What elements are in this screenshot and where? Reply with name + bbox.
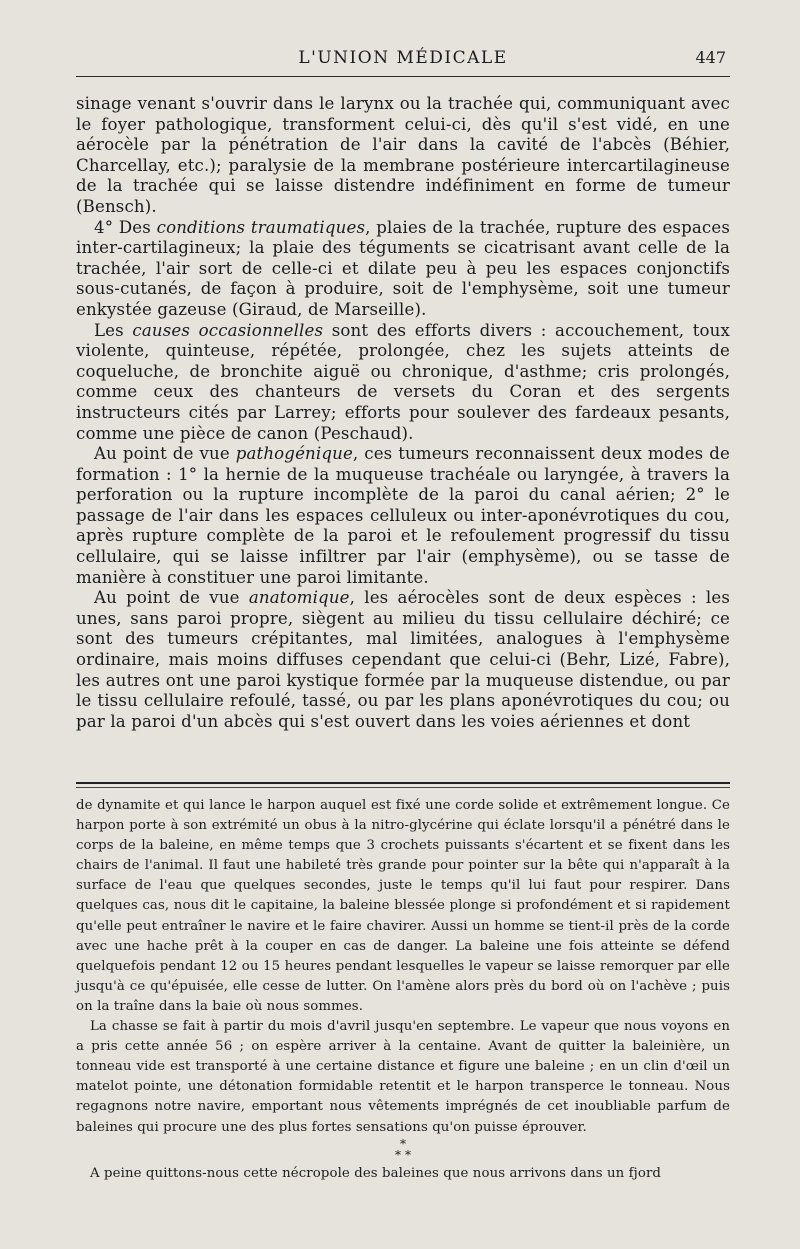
paragraph-5-rest: , les aérocèles sont de deux espèces : les unes, sans paroi propre, siègent au milieu du tissu cellulaire déchiré; ce sont des tumeurs crépitantes, mal limitées, analogues à l'emphysème ordinaire, mais moins diffuses cependant que celui-ci (Behr, Lizé, Fabre), les autres ont une paroi kystique formée par la muqueuse distendue, ou par le tissu cellulaire refoulé, tassé, ou par les plans aponévrotiques du cou; ou par la paroi d'un abcès qui s'est ouvert dans les voies aériennes et dont [76,588,730,731]
paragraph-5-lead: Au point de vue [94,588,249,608]
paragraph-2-emphasis: conditions traumatiques [156,217,366,237]
footnote-separator-thin [76,787,730,788]
page-number: 447 [695,48,726,67]
footnote-paragraph-2: La chasse se fait à partir du mois d'avril jusqu'en septembre. Le vapeur que nous voyons en a pris cette année 56 ; on espère arriver à la centaine. Avant de quitter la baleinière, un tonneau vide est transporté à une certaine distance et figure une baleine ; en un clin d'œil un matelot pointe, une détonation formidable retentit et le harpon transperce le tonneau. Nous regagnons notre navire, emportant nous vêtements imprégnés de cet inoubliable parfum de baleines qui procure une des plus fortes sensations qu'on puisse éprouver. [76,1019,730,1135]
paragraph-1: sinage venant s'ouvrir dans le larynx ou la trachée qui, communiquant avec le foyer pathologique, transforment celui-ci, dès qu'il s'est vidé, en une aérocèle par la pénétration de l'air dans la cavité de l'abcès (Béhier, Charcellay, etc.); paralysie de la membrane postérieure intercartilagineuse de la trachée qui se laisse distendre indéfiniment en forme de tumeur (Bensch). [76,94,730,216]
paragraph-2-lead: 4° Des [94,217,157,237]
footnote-text [76,796,730,1184]
paragraph-3 [76,321,730,445]
main-text [76,94,730,732]
paragraph-3-lead: Les [94,320,133,340]
asterism [76,1136,730,1162]
footnote-paragraph-3: A peine quittons-nous cette nécropole des baleines que nous arrivons dans un fjord [90,1165,662,1181]
paragraph-5 [76,588,730,732]
paragraph-4 [76,444,730,588]
paragraph-3-emphasis: causes occasionnelles [132,320,324,340]
asterism-top: * [399,1136,407,1151]
paragraph-2 [76,218,730,321]
paragraph-4-lead: Au point de vue [94,444,236,464]
footnote-separator [76,782,730,784]
header-rule [76,76,730,77]
paragraph-4-rest: , ces tumeurs reconnaissent deux modes de formation : 1° la hernie de la muqueuse trachéale ou laryngée, à travers la perforation ou la rupture incomplète de la paroi du canal aérien; 2° le passage de l'air dans les espaces celluleux ou inter-aponévrotiques du cou, après rupture complète de la paroi et le refoulement progressif du tissu cellulaire, qui se laisse infiltrer par l'air (emphysème), ou se tasse de manière à constituer une paroi limitante. [76,444,730,587]
asterism-bottom: * * [394,1147,412,1162]
paragraph-5-emphasis: anatomique [248,588,350,608]
paragraph-3-rest: sont des efforts divers : accouchement, toux violente, quinteuse, répétée, prolongée, chez les sujets atteints de coqueluche, de bronchite aiguë ou chronique, d'asthme; cris prolongés, comme ceux des chanteurs de versets du Coran et des sergents instructeurs cités par Larrey; efforts pour soulever des fardeaux pesants, comme une pièce de canon (Peschaud). [76,320,731,443]
paragraph-4-emphasis: pathogénique [235,444,353,464]
running-title: L'UNION MÉDICALE [298,48,508,68]
running-head [76,48,730,74]
footnote-paragraph-1: de dynamite et qui lance le harpon auquel est fixé une corde solide et extrêmement longue. Ce harpon porte à son extrémité un obus à la nitro-glycérine qui éclate lorsqu'il a pénétré dans le corps de la baleine, en même temps que 3 crochets puissants s'écartent et se fixent dans les chairs de l'animal. Il faut une habileté très grande pour pointer sur la bête qui n'apparaît à la surface de l'eau que quelques secondes, juste le temps qu'il lui faut pour respirer. Dans quelques cas, nous dit le capitaine, la baleine blessée plonge si profondément et si rapidement qu'elle peut entraîner le navire et le faire chavirer. Aussi un homme se tient-il près de la corde avec une hache prêt à la couper en cas de danger. La baleine une fois atteinte se défend quelquefois pendant 12 ou 15 heures pendant lesquelles le vapeur se laisse remorquer par elle jusqu'à ce qu'épuisée, elle cesse de lutter. On l'amène alors près du bord où on l'achève ; puis on la traîne dans la baie où nous sommes. [76,798,730,1014]
paragraph-2-rest: , plaies de la trachée, rupture des espaces inter-cartilagineux; la plaie des téguments se cicatrisant avant celle de la trachée, l'air sort de celle-ci et dilate peu à peu les espaces conjonctifs sous-cutanés, de façon à produire, soit de l'emphysème, soit une tumeur enkystée gazeuse (Giraud, de Marseille). [76,217,730,319]
